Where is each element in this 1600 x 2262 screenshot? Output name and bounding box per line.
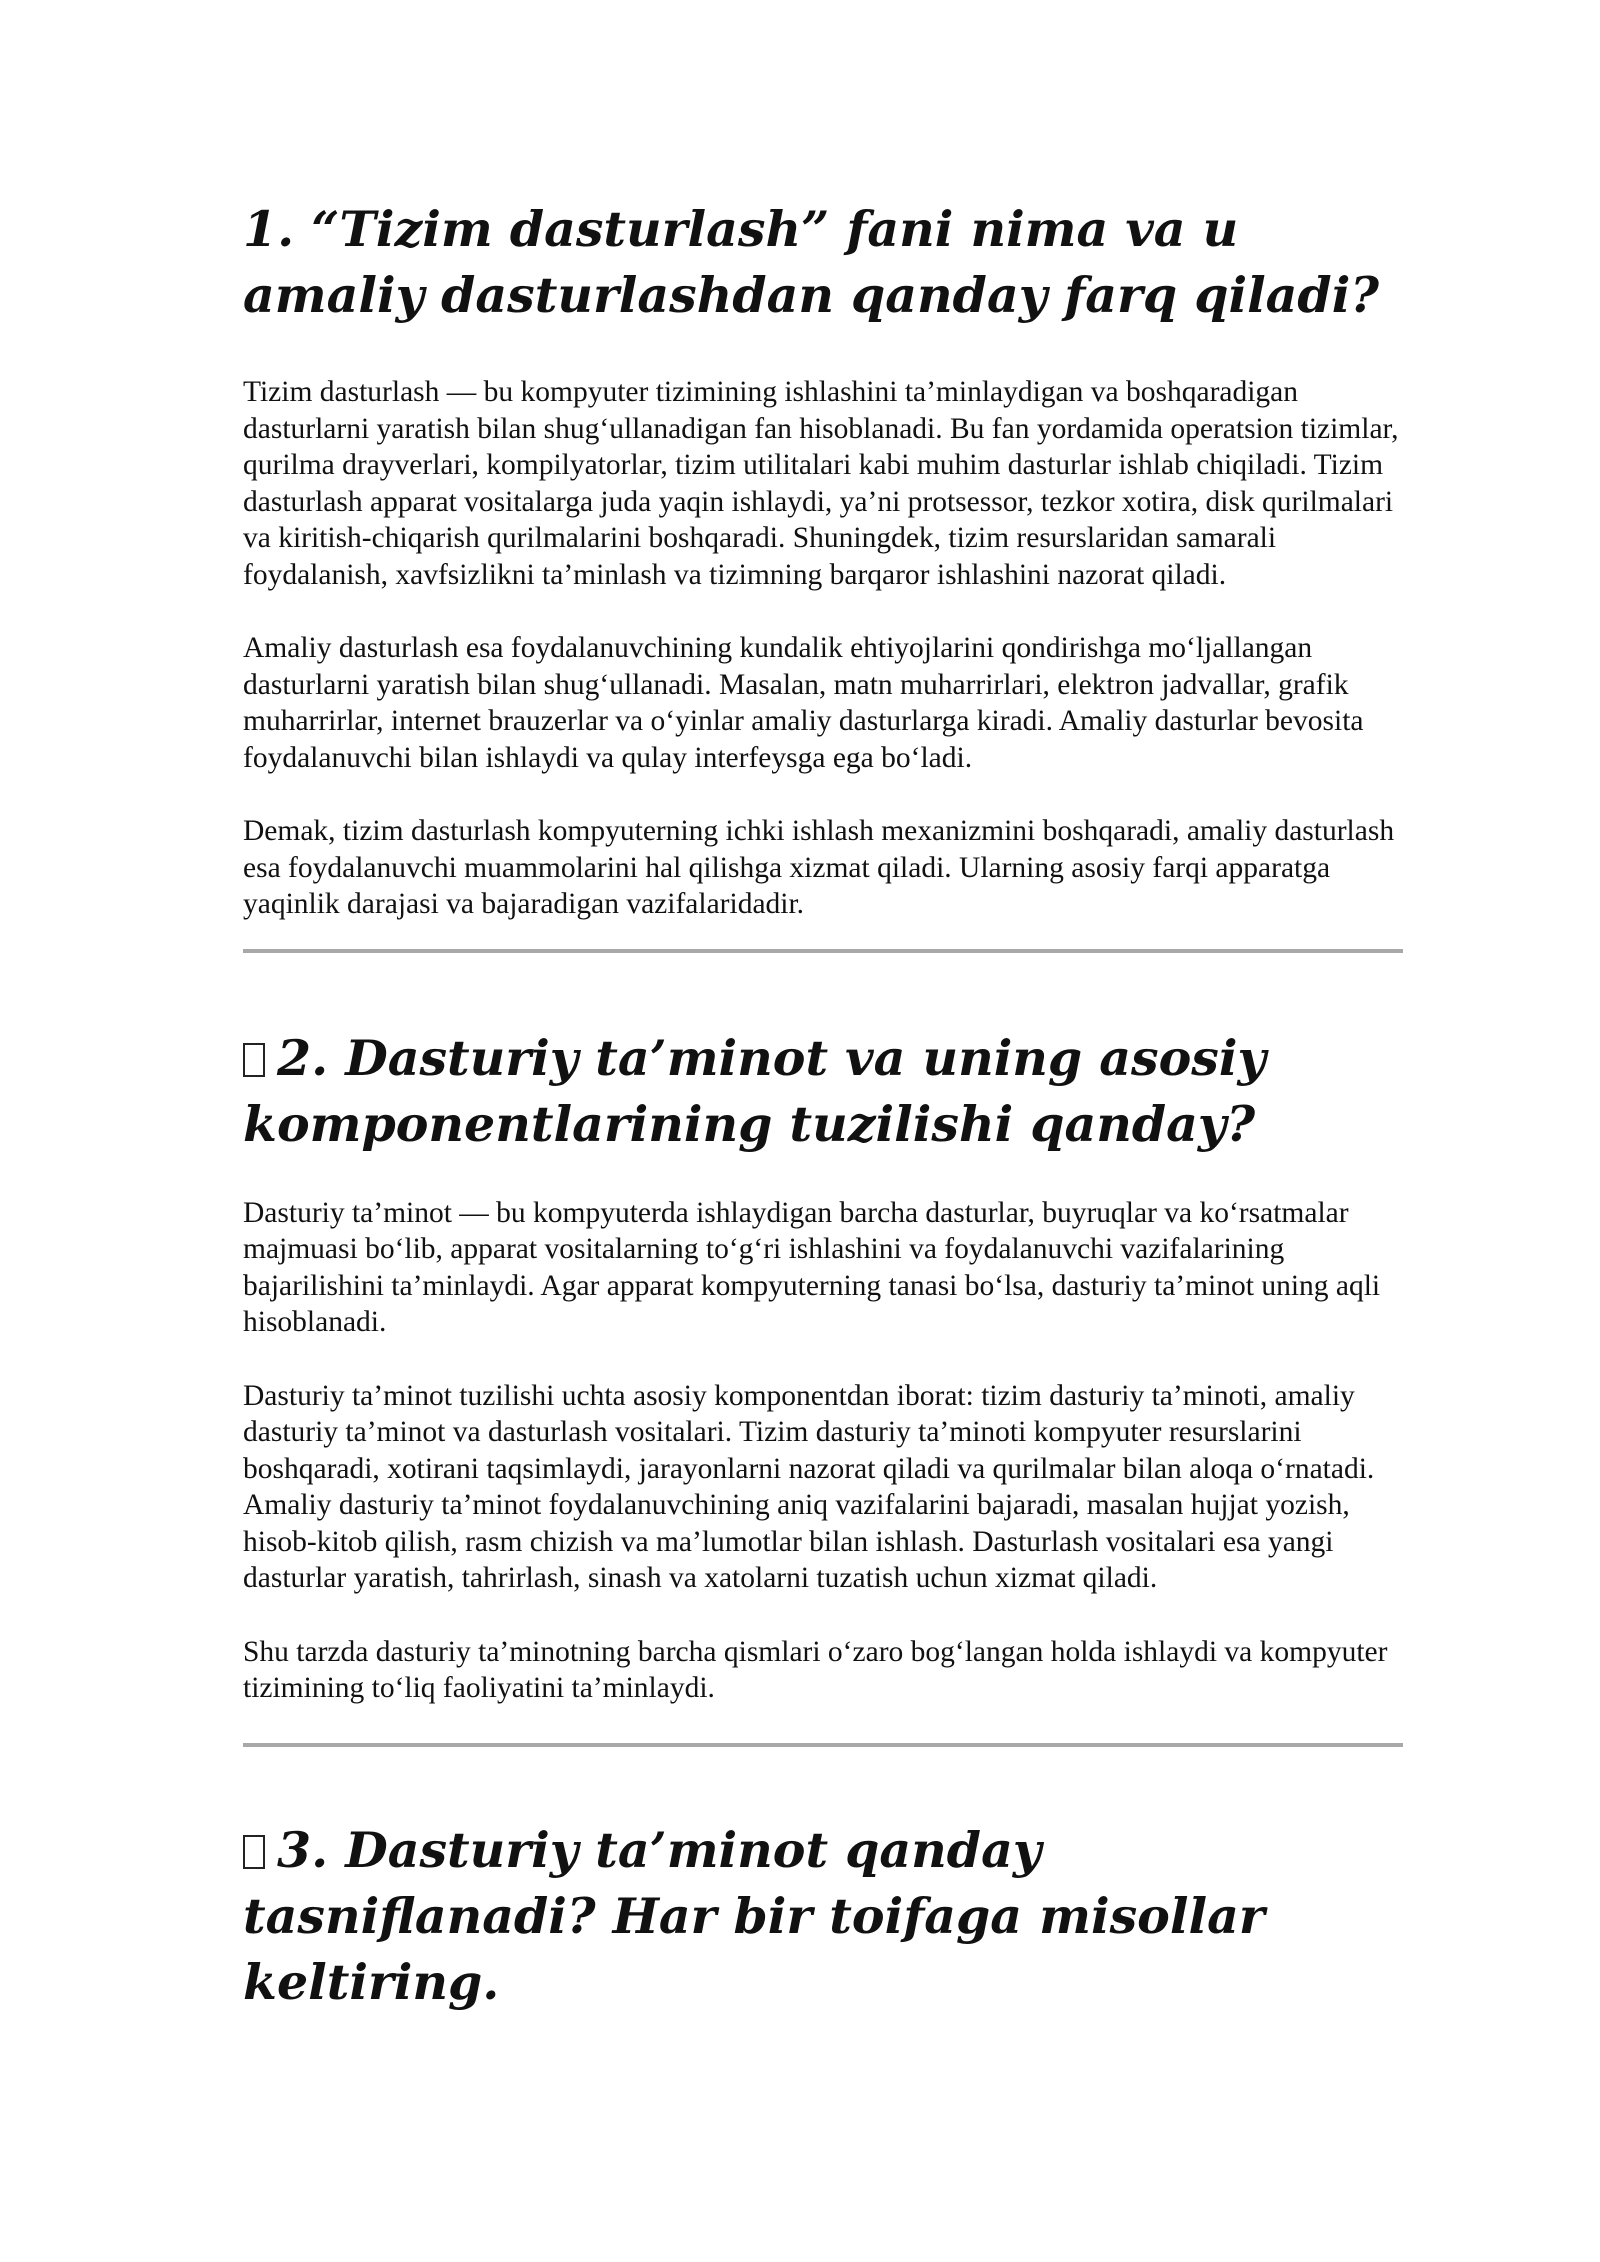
section-1-heading-text: 1. “Tizim dasturlash” fani nima va u amaliy dasturlashdan qanday farq qiladi?: [243, 200, 1380, 324]
section-divider: [243, 1743, 1403, 1747]
section-1-paragraph-2: Amaliy dasturlash esa foydalanuvchining kundalik ehtiyojlarini qondirishga mo‘ljallangan dasturlarni yaratish bilan shug‘ullanadi. Masalan, matn muharrirlari, elektron jadvallar, grafik muharrirlar, internet brauzerlar va o‘yinlar amaliy dasturlarga kiradi. Amaliy dasturlar bevosita foydalanuvchi bilan ishlaydi va qulay interfeysga ega bo‘ladi.: [243, 632, 1364, 774]
document-page: [243, 196, 1403, 2015]
section-divider: [243, 949, 1403, 953]
section-3-heading-text: 3. Dasturiy ta’minot qanday tasniflanadi? Har bir toifaga misollar keltiring.: [243, 1820, 1265, 2011]
section-2-paragraph-2: Dasturiy ta’minot tuzilishi uchta asosiy komponentdan iborat: tizim dasturiy ta’minoti, amaliy dasturiy ta’minot va dasturlash vositalari. Tizim dasturiy ta’minoti kompyuter resurslarini boshqaradi, xotirani taqsimlaydi, jarayonlarni nazorat qiladi va qurilmalar bilan aloqa o‘rnatadi. Amaliy dasturiy ta’minot foydalanuvchining aniq vazifalarini bajaradi, masalan hujjat yozish, hisob-kitob qilish, rasm chizish va ma’lumotlar bilan ishlash. Dasturlash vositalari esa yangi dasturlar yaratish, tahrirlash, sinash va xatolarni tuzatish uchun xizmat qiladi.: [243, 1379, 1375, 1594]
section-1-paragraph-3: Demak, tizim dasturlash kompyuterning ichki ishlash mexanizmini boshqaradi, amaliy dasturlash esa foydalanuvchi muammolarini hal qilishga xizmat qiladi. Ularning asosiy farqi apparatga yaqinlik darajasi va bajaradigan vazifalaridadir.: [243, 815, 1395, 920]
missing-glyph-icon: [243, 1835, 265, 1869]
section-1-heading: [243, 196, 1403, 328]
section-2-heading: [243, 1025, 1403, 1157]
section-2-heading-text: 2. Dasturiy ta’minot va uning asosiy komponentlarining tuzilishi qanday?: [243, 1028, 1266, 1153]
section-2-paragraph-3: Shu tarzda dasturiy ta’minotning barcha qismlari o‘zaro bog‘langan holda ishlaydi va kompyuter tizimining to‘liq faoliyatini ta’minlaydi.: [243, 1635, 1388, 1704]
section-2-paragraph-1: Dasturiy ta’minot — bu kompyuterda ishlaydigan barcha dasturlar, buyruqlar va ko‘rsatmalar majmuasi bo‘lib, apparat vositalarning to‘g‘ri ishlashini va foydalanuvchi vazifalarining bajarilishini ta’minlaydi. Agar apparat kompyuterning tanasi bo‘lsa, dasturiy ta’minot uning aqli hisoblanadi.: [243, 1196, 1381, 1338]
missing-glyph-icon: [243, 1043, 265, 1077]
section-3-heading: [243, 1817, 1403, 2015]
section-1-paragraph-1: Tizim dasturlash — bu kompyuter tizimining ishlashini ta’minlaydigan va boshqaradigan dasturlarni yaratish bilan shug‘ullanadigan fan hisoblanadi. Bu fan yordamida operatsion tizimlar, qurilma drayverlari, kompilyatorlar, tizim utilitalari kabi muhim dasturlar ishlab chiqiladi. Tizim dasturlash apparat vositalarga juda yaqin ishlaydi, ya’ni protsessor, tezkor xotira, disk qurilmalari va kiritish-chiqarish qurilmalarini boshqaradi. Shuningdek, tizim resurslaridan samarali foydalanish, xavfsizlikni ta’minlash va tizimning barqaror ishlashini nazorat qiladi.: [243, 376, 1399, 591]
